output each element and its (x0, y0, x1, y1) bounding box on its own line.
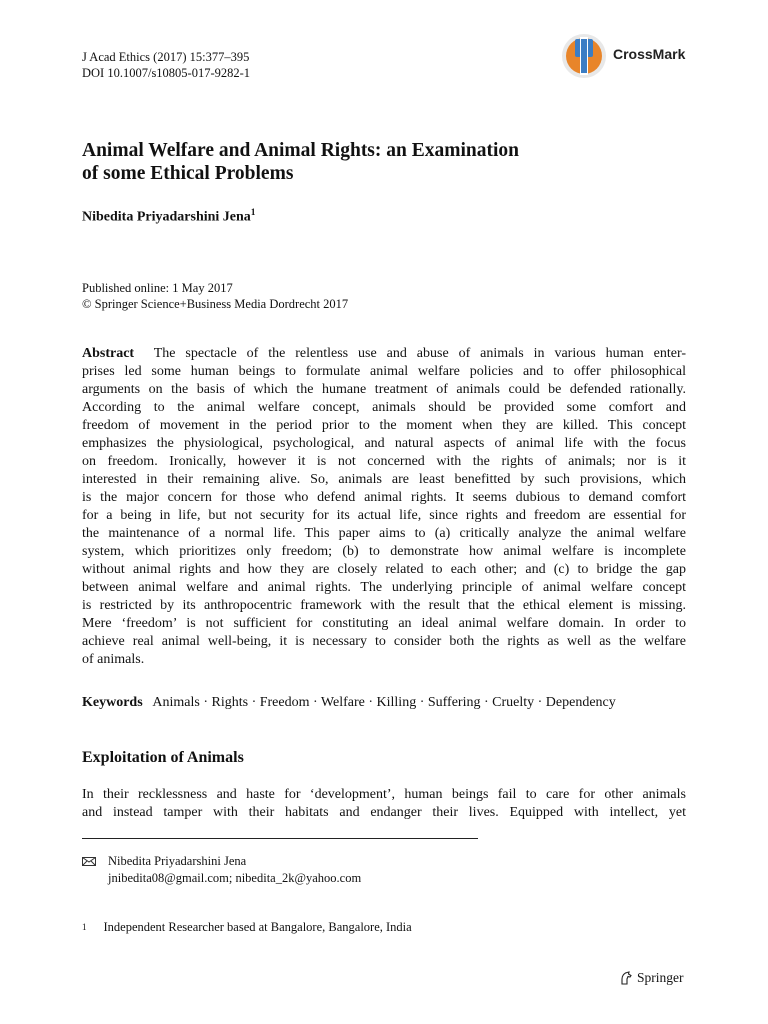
title-line-1: Animal Welfare and Animal Rights: an Examination (82, 140, 520, 161)
footnote-number: 1 (82, 922, 87, 932)
article-title (82, 139, 682, 185)
contact-emails[interactable]: jnibedita08@gmail.com; nibedita_2k@yahoo.com (108, 871, 362, 885)
abstract-line: emphasizes the physiological, psychological, and natural aspects of animal life with the focus (82, 436, 686, 451)
published-date: Published online: 1 May 2017 (82, 281, 233, 295)
abstract-line: achieve real animal well-being, it is necessary to consider both the rights as well as the welfare (82, 634, 686, 649)
abstract-line: system, which prioritizes only freedom; (b) to demonstrate how animal welfare is incomplete (82, 544, 686, 559)
abstract-line: is restricted by its anthropocentric framework with the result that the ethical element is missing. (82, 598, 686, 613)
abstract-line: between animal welfare and animal rights. The underlying principle of animal welfare concept (82, 580, 686, 595)
abstract-line: Abstract The spectacle of the relentless use and abuse of animals in various human enter- (82, 346, 686, 361)
author-line (82, 208, 256, 226)
keywords-label: Keywords (82, 695, 143, 710)
title-line-2: of some Ethical Problems (82, 163, 294, 184)
abstract-line: arguments on the basis of which the humane treatment of animals could be defended rationally. (82, 382, 686, 397)
keywords (82, 694, 686, 712)
body-line: In their recklessness and haste for ‘development’, human beings fail to care for other animals (82, 787, 686, 802)
author-name: Nibedita Priyadarshini Jena (82, 209, 251, 225)
abstract-line: Mere ‘freedom’ is not sufficient for constituting an ideal animal welfare domain. In order to (82, 616, 686, 631)
publication-info (82, 280, 348, 312)
corresponding-author: Nibedita Priyadarshini Jena (108, 854, 247, 868)
author-affiliation-marker: 1 (250, 208, 256, 218)
crossmark-label: CrossMark (613, 46, 686, 62)
publisher-logo (619, 970, 684, 986)
abstract-line: the maintenance of a normal life. This paper aims to (a) critically analyze the animal welfare (82, 526, 686, 541)
section-heading: Exploitation of Animals (82, 749, 244, 766)
abstract-line: freedom of movement in the period prior to the moment when they are killed. This concept (82, 418, 686, 433)
abstract-line: without animal rights and how they are closely related to each other; and (c) to bridge the gap (82, 562, 686, 577)
publisher-name: Springer (637, 970, 684, 985)
journal-citation: J Acad Ethics (2017) 15:377–395 (82, 50, 250, 64)
abstract (82, 345, 686, 669)
section-body (82, 786, 686, 822)
envelope-icon (82, 857, 96, 866)
abstract-line: for a being in life, but not security for its actual life, since rights and freedom are essential for (82, 508, 686, 523)
abstract-line: According to the animal welfare concept, animals should be provided some comfort and (82, 400, 686, 415)
abstract-line: on freedom. Ironically, however it is not concerned with the rights of animals; nor is it (82, 454, 686, 469)
abstract-label: Abstract (82, 346, 135, 361)
crossmark-icon (561, 33, 607, 79)
affiliation-footnote (82, 919, 412, 935)
footnote-text: Independent Researcher based at Bangalore, Bangalore, India (103, 920, 412, 934)
abstract-line: interested in their remaining alive. So, animals are least benefitted by such provisions, which (82, 472, 686, 487)
doi[interactable]: DOI 10.1007/s10805-017-9282-1 (82, 66, 251, 80)
correspondence (82, 853, 361, 887)
footnote-divider (82, 838, 478, 839)
crossmark-badge[interactable] (561, 33, 691, 79)
abstract-line: of animals. (82, 652, 145, 667)
body-line: and instead tamper with their habitats and endanger their lives. Equipped with intellect, yet (82, 805, 686, 820)
abstract-line: is the major concern for those who defend animal rights. It seems dubious to demand comfort (82, 490, 686, 505)
keywords-list: Animals · Rights · Freedom · Welfare · Killing · Suffering · Cruelty · Dependency (152, 695, 616, 710)
journal-citation-block (82, 49, 250, 81)
springer-horse-icon (619, 971, 633, 985)
abstract-line: prises led some human beings to formulate animal welfare policies and to offer philosophical (82, 364, 686, 379)
copyright-notice: © Springer Science+Business Media Dordrecht 2017 (82, 297, 349, 311)
